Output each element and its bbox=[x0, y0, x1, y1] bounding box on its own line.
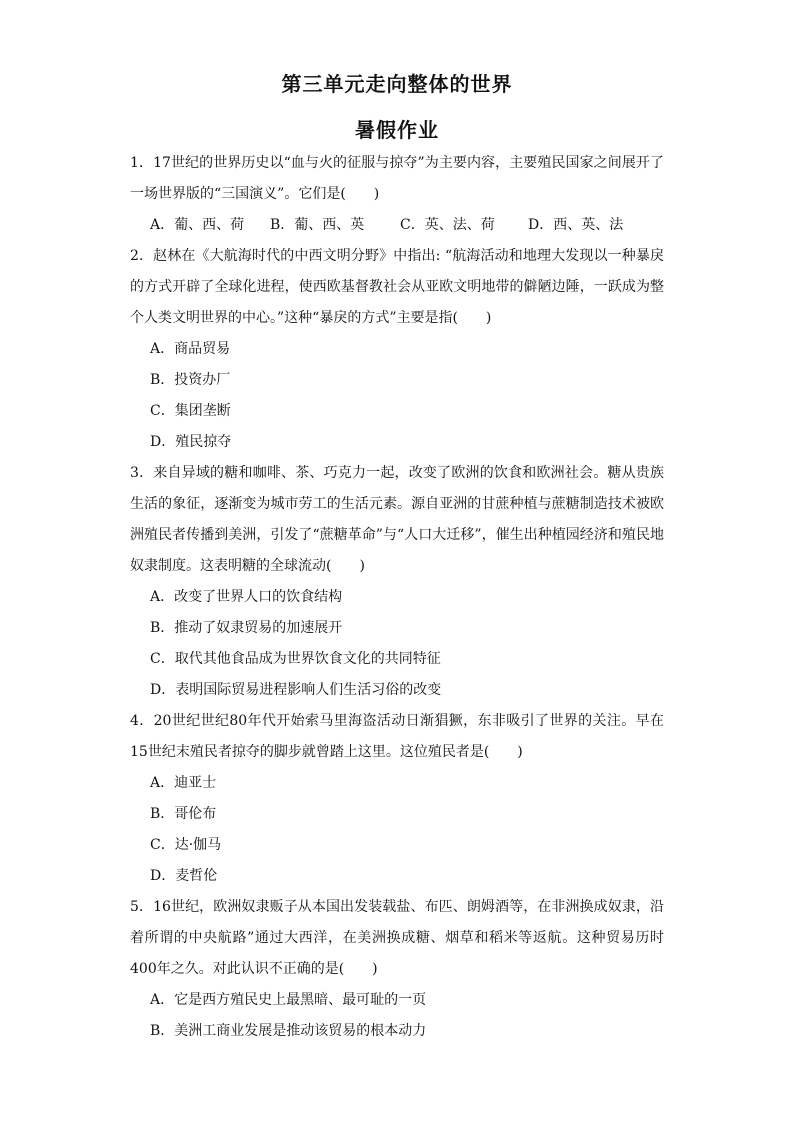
option-a: A．改变了世界人口的饮食结构 bbox=[150, 589, 343, 605]
document-title: 第三单元走向整体的世界 bbox=[281, 72, 513, 96]
option-a: A．迪亚士 bbox=[150, 775, 217, 791]
question-stem: 3．来自异域的糖和咖啡、茶、巧克力一起，改变了欧洲的饮食和欧洲社会。糖从贵族生活的象征，逐渐变为城市劳工的生活元素。源自亚洲的甘蔗种植与蔗糖制造技术被欧洲殖民者传播到美洲，引发了“蔗糖革命”与“人口大迁移”，催生出种植园经济和殖民地奴隶制度。这表明糖的全球流动( ) bbox=[130, 465, 664, 574]
question-4 bbox=[130, 706, 664, 892]
question-stem: 5．16世纪，欧洲奴隶贩子从本国出发装载盐、布匹、朗姆酒等，在非洲换成奴隶，沿着所谓的中央航路”通过大西洋，在美洲换成糖、烟草和稻米等返航。这种贸易历时400年之久。对此认识不正确的是( ) bbox=[130, 899, 664, 977]
option-d: D．表明国际贸易进程影响人们生活习俗的改变 bbox=[150, 682, 442, 698]
question-stem: 4．20世纪世纪80年代开始索马里海盗活动日渐猖獗，东非吸引了世界的关注。早在15世纪末殖民者掠夺的脚步就曾踏上这里。这位殖民者是( ) bbox=[130, 713, 664, 760]
option-b: B．葡、西、英 bbox=[270, 217, 365, 233]
option-b: B．投资办厂 bbox=[150, 372, 231, 388]
question-stem: 1．17世纪的世界历史以“血与火的征服与掠夺”为主要内容，主要殖民国家之间展开了一场世界版的“三国演义”。它们是( ) bbox=[130, 155, 664, 202]
question-5 bbox=[130, 892, 664, 1047]
option-b: B．推动了奴隶贸易的加速展开 bbox=[150, 620, 343, 636]
question-2 bbox=[130, 241, 664, 458]
option-b: B．哥伦布 bbox=[150, 806, 217, 822]
option-a: A．商品贸易 bbox=[150, 341, 231, 357]
option-c: C．集团垄断 bbox=[150, 403, 231, 419]
option-d: D．西、英、法 bbox=[528, 217, 624, 233]
option-d: D．麦哲伦 bbox=[150, 868, 218, 884]
option-c: C．英、法、荷 bbox=[400, 217, 495, 233]
document-subtitle: 暑假作业 bbox=[355, 118, 439, 142]
option-c: C．达·伽马 bbox=[150, 837, 222, 853]
option-row bbox=[130, 210, 664, 241]
question-3 bbox=[130, 458, 664, 706]
option-c: C．取代其他食品成为世界饮食文化的共同特征 bbox=[150, 651, 441, 667]
option-a: A．它是西方殖民史上最黑暗、最可耻的一页 bbox=[150, 992, 427, 1008]
option-d: D．殖民掠夺 bbox=[150, 434, 232, 450]
question-list bbox=[130, 148, 664, 1047]
option-b: B．美洲工商业发展是推动该贸易的根本动力 bbox=[150, 1023, 427, 1039]
question-1 bbox=[130, 148, 664, 241]
question-stem: 2．赵林在《大航海时代的中西文明分野》中指出: “航海活动和地理大发现以一种暴戾的方式开辟了全球化进程，使西欧基督教社会从亚欧文明地带的僻陋边陲，一跃成为整个人类文明世界的中心。”这种“暴戾的方式”主要是指( ) bbox=[130, 248, 664, 326]
option-a: A．葡、西、荷 bbox=[150, 217, 245, 233]
